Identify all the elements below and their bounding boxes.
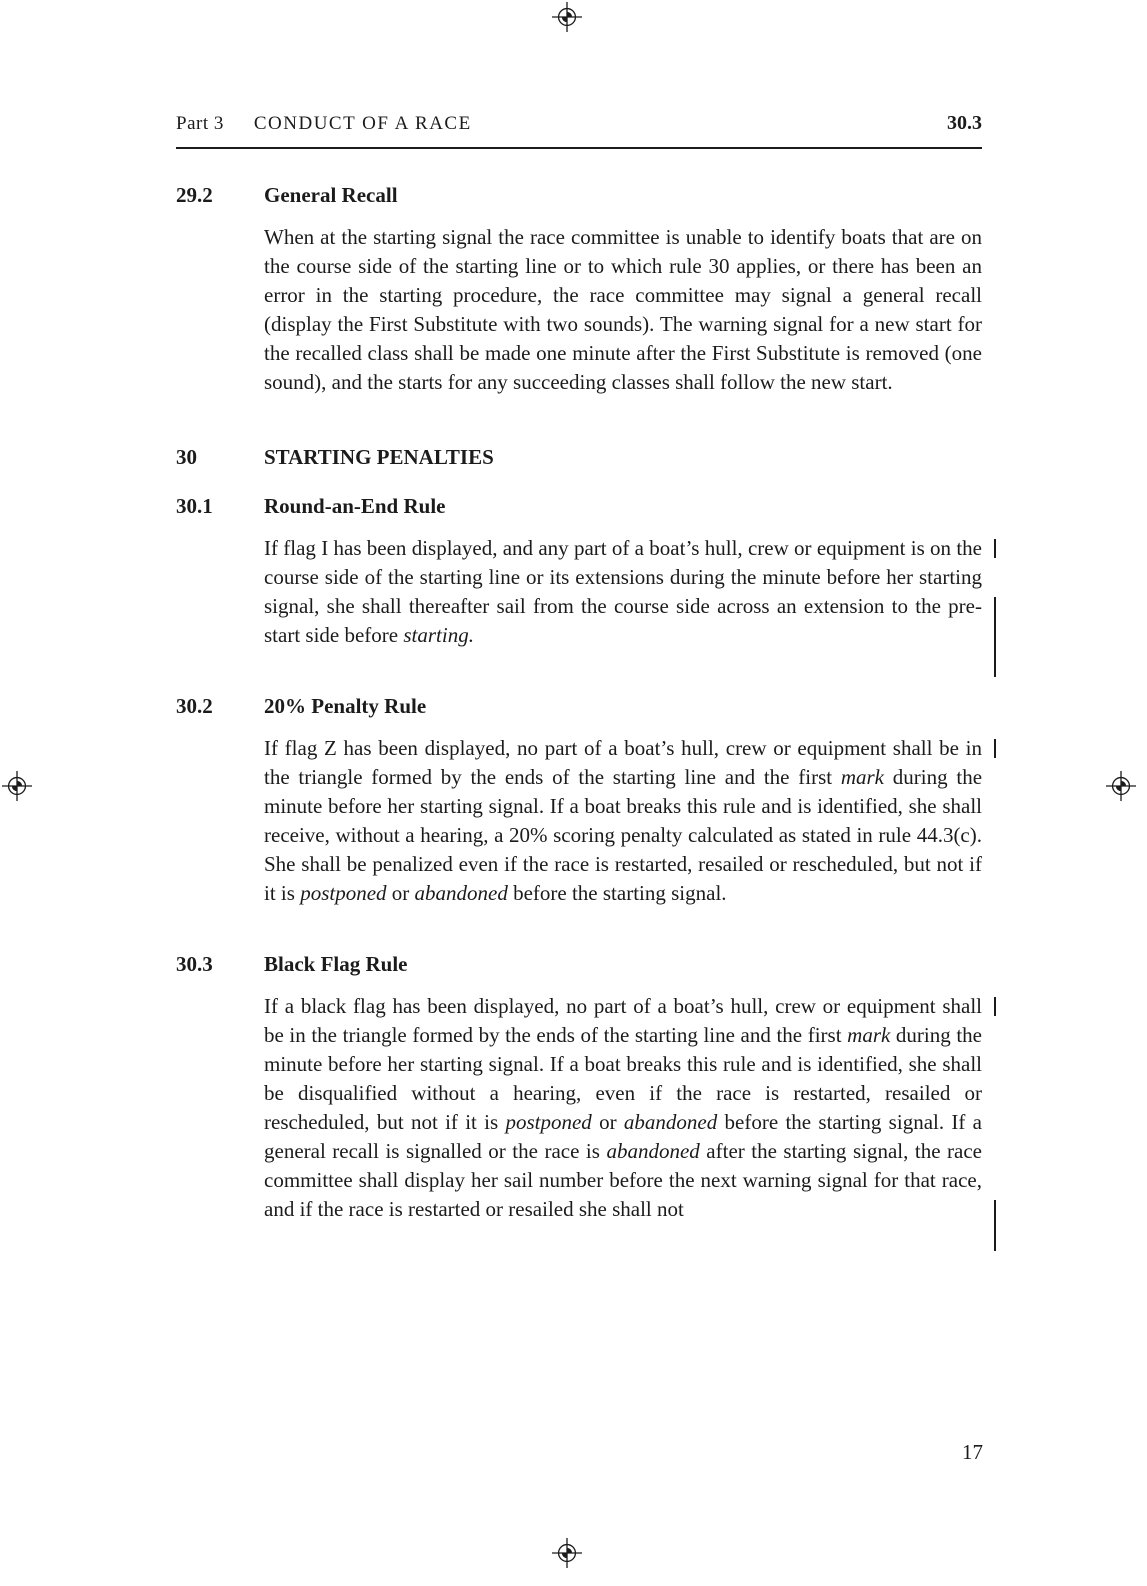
part-title: CONDUCT OF A RACE <box>253 113 472 134</box>
change-bar <box>994 997 996 1016</box>
part-label: Part 3 <box>176 113 224 134</box>
registration-mark-icon <box>552 1538 582 1568</box>
section-number: 30.3 <box>176 952 213 976</box>
section-number: 30.1 <box>176 494 213 518</box>
change-bar <box>994 1200 996 1251</box>
header-rule-reference: 30.3 <box>947 112 982 134</box>
section-30-3 <box>176 952 982 1224</box>
paragraph: When at the starting signal the race committee is unable to identify boats that are on the course side of the starting line or to which rule 30 applies, or there has been an error in the starting procedure, the race committee may signal a general recall (display the First Substitute with two sounds). The warning signal for a new start for the recalled class shall be made one minute after the First Substitute is removed (one sound), and the starts for any succeeding classes shall follow the new start. <box>264 225 982 394</box>
change-bar <box>994 539 996 558</box>
section-number: 30 <box>176 445 197 469</box>
section-title: Round-an-End Rule <box>264 494 446 518</box>
section-main <box>264 694 982 908</box>
section-title: Black Flag Rule <box>264 952 408 976</box>
change-bar <box>994 597 996 677</box>
section-main <box>264 494 982 650</box>
section-main <box>264 183 982 397</box>
section-number: 30.2 <box>176 694 213 718</box>
section-title: 20% Penalty Rule <box>264 694 427 718</box>
registration-mark-icon <box>2 771 32 801</box>
section-30-1 <box>176 494 982 650</box>
section-30 <box>176 445 982 470</box>
page-header-left <box>176 113 472 135</box>
paragraph: If flag Z has been displayed, no part of a boat’s hull, crew or equipment shall be in the triangle formed by the ends of the starting line and the first mark during the minute before her starting signal. If a boat breaks this rule and is identified, she shall receive, without a hearing, a 20% scoring penalty calculated as stated in rule 44.3(c). She shall be penalized even if the race is restarted, resailed or rescheduled, but not if it is postponed or abandoned before the starting signal. <box>264 734 982 908</box>
registration-mark-icon <box>552 2 582 32</box>
page-number: 17 <box>962 1440 983 1464</box>
section-title: General Recall <box>264 183 398 207</box>
section-number: 29.2 <box>176 183 213 207</box>
section-title: STARTING PENALTIES <box>264 445 494 469</box>
paragraph: If flag I has been displayed, and any part of a boat’s hull, crew or equipment is on the course side of the starting line or its extensions during the minute before her starting signal, she shall thereafter sail from the course side across an extension to the pre-start side before starting. <box>264 534 982 650</box>
registration-mark-icon <box>1106 771 1136 801</box>
section-30-2 <box>176 694 982 908</box>
section-29-2 <box>176 183 982 397</box>
section-main <box>264 445 982 470</box>
section-main <box>264 952 982 1224</box>
change-bar <box>994 739 996 758</box>
page-content <box>176 112 982 1224</box>
page-header <box>176 112 982 149</box>
paragraph: If a black flag has been displayed, no part of a boat’s hull, crew or equipment shall be in the triangle formed by the ends of the starting line and the first mark during the minute before her starting signal. If a boat breaks this rule and is identified, she shall be disqualified without a hearing, even if the race is restarted, resailed or rescheduled, but not if it is postponed or abandoned before the starting signal. If a general recall is signalled or the race is abandoned after the starting signal, the race committee shall display her sail number before the next warning signal for that race, and if the race is restarted or resailed she shall not <box>264 992 982 1224</box>
